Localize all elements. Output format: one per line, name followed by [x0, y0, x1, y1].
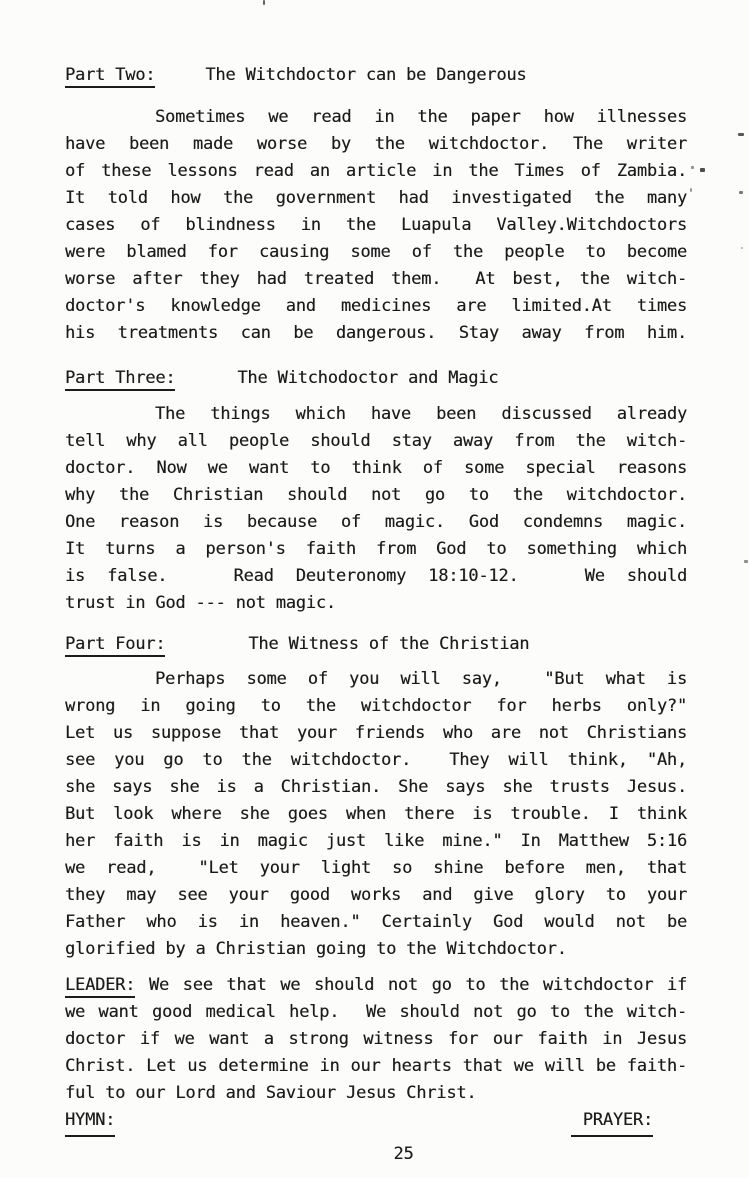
text-line: wrong in going to the witchdoctor for herbs only?" [65, 696, 687, 716]
text-line: have been made worse by the witchdoctor. The writer [65, 134, 687, 154]
text-line: tell why all people should stay away from the witch- [65, 431, 687, 451]
text-line: Sometimes we read in the paper how illnesses [155, 107, 687, 127]
text-line: But look where she goes when there is trouble. I think [65, 804, 687, 824]
text-line: were blamed for causing some of the people to become [65, 242, 687, 262]
text-line: Christ. Let us determine in our hearts that we will be faith- [65, 1056, 687, 1076]
leader-label: LEADER: [65, 975, 135, 998]
paragraph-leader [65, 972, 687, 1107]
text-line: why the Christian should not go to the witchdoctor. [65, 485, 687, 505]
scan-speck [263, 0, 265, 5]
text-line: glorified by a Christian going to the Witchdoctor. [65, 939, 567, 959]
footer-row [65, 1107, 687, 1137]
text-line: doctor's knowledge and medicines are limited.At times [65, 296, 687, 316]
text-line: One reason is because of magic. God condemns magic. [65, 512, 687, 532]
text-line: doctor. Now we want to think of some special reasons [65, 458, 687, 478]
leader-first-line-text: We see that we should not go to the witchdoctor if [135, 975, 687, 995]
section-label-part-two: Part Two: [65, 65, 155, 88]
scan-speck [739, 191, 743, 194]
leader-lines [65, 999, 687, 1107]
text-line: we read, "Let your light so shine before men, that [65, 858, 687, 878]
text-line: It told how the government had investigated the many [65, 188, 687, 208]
section-label-part-three: Part Three: [65, 368, 175, 391]
text-line: Father who is in heaven." Certainly God would not be [65, 912, 687, 932]
text-line: doctor if we want a strong witness for our faith in Jesus [65, 1029, 687, 1049]
text-line: his treatments can be dangerous. Stay away from him. [65, 323, 687, 343]
scan-speck [691, 166, 694, 169]
scan-speck [741, 247, 743, 249]
scan-speck [700, 168, 705, 172]
text-line: is false. Read Deuteronomy 18:10-12. We should [65, 566, 687, 586]
text-line: trust in God --- not magic. [65, 593, 336, 613]
paragraph-part-three [65, 401, 687, 617]
paragraph-part-two [65, 104, 687, 347]
text-line: worse after they had treated them. At best, the witch- [65, 269, 687, 289]
section-label-part-four: Part Four: [65, 634, 165, 657]
text-line: cases of blindness in the Luapula Valley.Witchdoctors [65, 215, 687, 235]
text-line: her faith is in magic just like mine." In Matthew 5:16 [65, 831, 687, 851]
text-line: ful to our Lord and Saviour Jesus Christ. [65, 1083, 477, 1103]
scan-speck [690, 188, 692, 192]
section-heading-part-four [65, 631, 687, 658]
text-line: Perhaps some of you will say, "But what is [155, 669, 687, 689]
text-line: she says she is a Christian. She says she trusts Jesus. [65, 777, 687, 797]
paragraph-part-four [65, 666, 687, 963]
text-line: Let us suppose that your friends who are not Christians [65, 723, 687, 743]
section-title-part-two: The Witchdoctor can be Dangerous [205, 65, 527, 85]
text-line: The things which have been discussed already [155, 404, 687, 424]
scan-speck [744, 560, 748, 563]
text-line: It turns a person's faith from God to something which [65, 539, 687, 559]
section-title-part-four: The Witness of the Christian [248, 634, 530, 654]
scan-speck [738, 133, 744, 136]
text-block [65, 0, 687, 1168]
section-heading-part-two [65, 62, 687, 89]
section-title-part-three: The Witchodoctor and Magic [237, 368, 499, 388]
text-line: see you go to the witchdoctor. They will think, "Ah, [65, 750, 687, 770]
text-line: we want good medical help. We should not go to the witch- [65, 1002, 687, 1022]
page-number: 25 [393, 1144, 414, 1164]
text-line [65, 972, 687, 999]
prayer-label: PRAYER: [571, 1107, 653, 1137]
hymn-label: HYMN: [65, 1107, 115, 1137]
text-line: of these lessons read an article in the Times of Zambia. [65, 161, 687, 181]
section-heading-part-three [65, 365, 687, 392]
text-line: they may see your good works and give glory to your [65, 885, 687, 905]
